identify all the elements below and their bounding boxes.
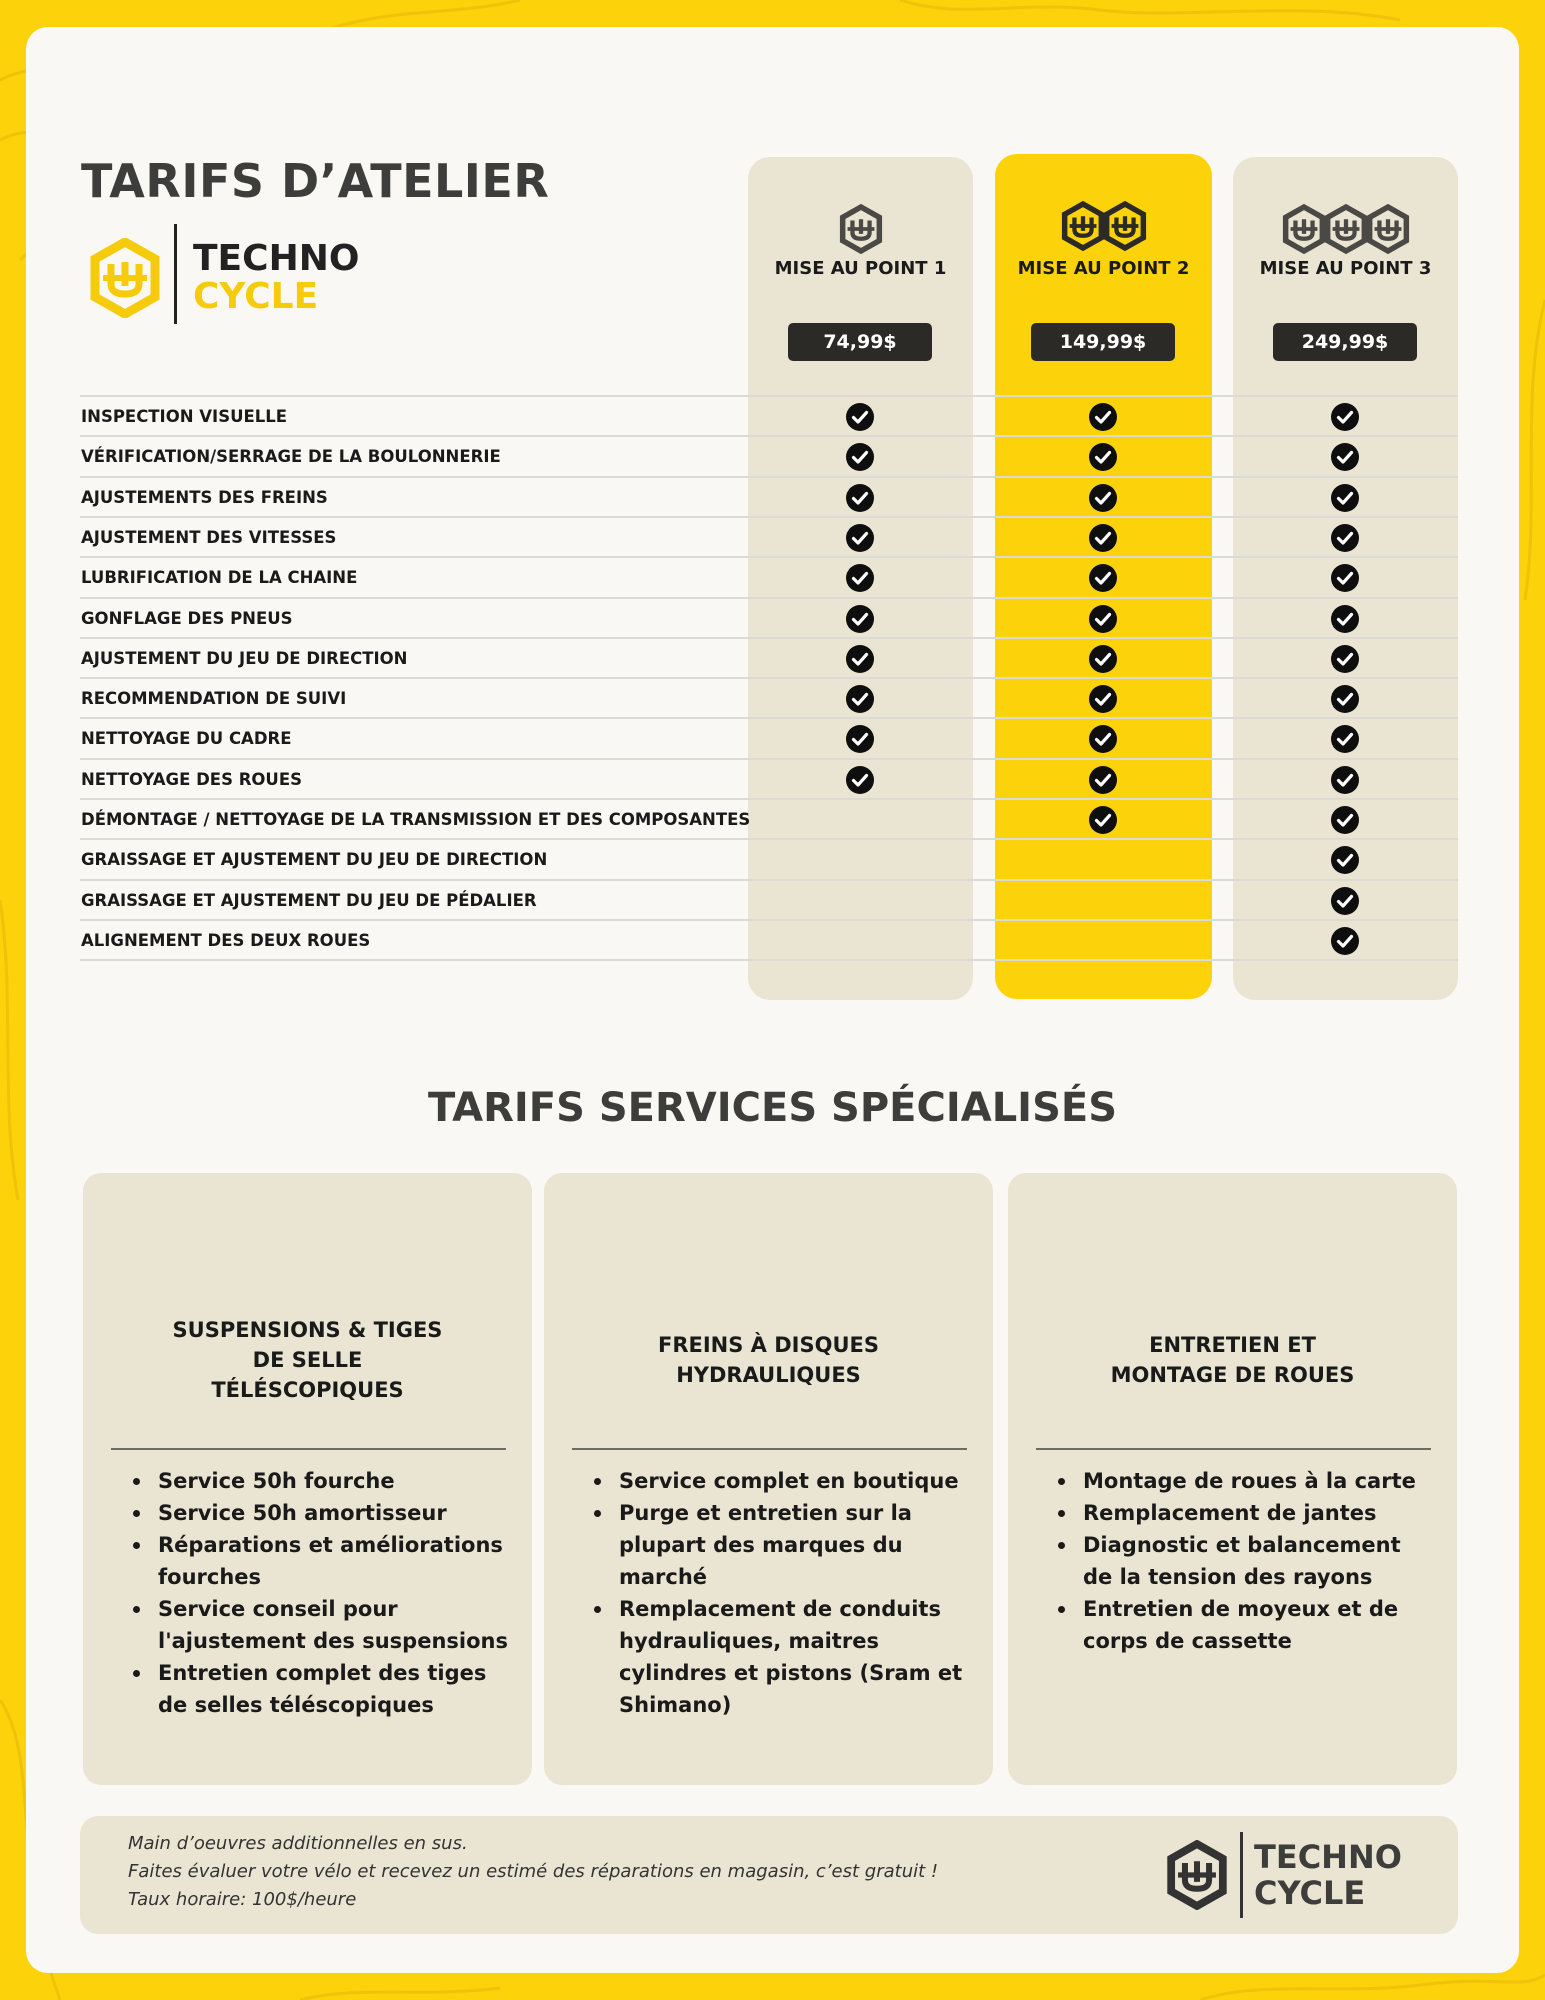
row-divider bbox=[80, 435, 1458, 437]
check-icon bbox=[1088, 805, 1118, 835]
check-icon bbox=[1088, 523, 1118, 553]
hex-logo-icon bbox=[1324, 204, 1368, 254]
service-list-item: Entretien complet des tiges de selles téléscopiques bbox=[133, 1657, 510, 1721]
tier-icons bbox=[995, 201, 1212, 253]
check-icon bbox=[845, 724, 875, 754]
check-icon bbox=[1088, 684, 1118, 714]
tier-icons bbox=[748, 204, 973, 256]
feature-label: LUBRIFICATION DE LA CHAINE bbox=[81, 568, 358, 588]
row-divider bbox=[80, 959, 1458, 961]
row-divider bbox=[80, 637, 1458, 639]
feature-label: DÉMONTAGE / NETTOYAGE DE LA TRANSMISSION ET DES COMPOSANTES bbox=[81, 810, 751, 829]
check-icon bbox=[845, 684, 875, 714]
service-list-item: Purge et entretien sur la plupart des marques du marché bbox=[594, 1497, 971, 1593]
check-icon bbox=[845, 604, 875, 634]
footer-note-labor: Main d’oeuvres additionnelles en sus. bbox=[128, 1833, 468, 1854]
check-icon bbox=[845, 765, 875, 795]
pricing-sheet-card bbox=[26, 27, 1519, 1973]
service-title-line: HYDRAULIQUES bbox=[676, 1363, 861, 1387]
hex-logo-icon bbox=[1282, 204, 1326, 254]
service-list-item: Service 50h fourche bbox=[133, 1465, 510, 1497]
row-divider bbox=[80, 879, 1458, 881]
service-title-line: DE SELLE bbox=[252, 1348, 363, 1372]
feature-label: NETTOYAGE DES ROUES bbox=[81, 769, 302, 789]
hex-logo-icon bbox=[839, 204, 883, 254]
service-title-line: ENTRETIEN ET bbox=[1149, 1333, 1316, 1357]
check-icon bbox=[1330, 845, 1360, 875]
check-icon bbox=[1330, 886, 1360, 916]
check-icon bbox=[1330, 926, 1360, 956]
feature-label: AJUSTEMENTS DES FREINS bbox=[81, 487, 328, 507]
check-icon bbox=[1330, 402, 1360, 432]
feature-label: VÉRIFICATION/SERRAGE DE LA BOULONNERIE bbox=[81, 447, 501, 467]
hex-logo-icon bbox=[89, 238, 161, 318]
feature-label: ALIGNEMENT DES DEUX ROUES bbox=[81, 930, 371, 950]
service-card-1 bbox=[83, 1173, 532, 1785]
logo-text-cycle: CYCLE bbox=[193, 276, 319, 317]
tier-price-badge: 74,99$ bbox=[788, 323, 932, 361]
row-divider bbox=[80, 556, 1458, 558]
footer-logo-text-techno: TECHNO bbox=[1254, 1838, 1402, 1876]
check-icon bbox=[1330, 805, 1360, 835]
tier-name: MISE AU POINT 3 bbox=[1259, 258, 1432, 279]
row-divider bbox=[80, 597, 1458, 599]
logo-text-techno: TECHNO bbox=[193, 238, 360, 279]
service-title-line: FREINS À DISQUES bbox=[658, 1333, 879, 1357]
check-icon bbox=[1088, 402, 1118, 432]
service-list-item: Remplacement de jantes bbox=[1058, 1497, 1435, 1529]
service-title-line: TÉLÉSCOPIQUES bbox=[211, 1378, 404, 1402]
check-icon bbox=[1330, 604, 1360, 634]
row-divider bbox=[80, 798, 1458, 800]
feature-label: INSPECTION VISUELLE bbox=[81, 407, 288, 426]
service-title bbox=[83, 1315, 532, 1405]
footer-logo-text-cycle: CYCLE bbox=[1254, 1874, 1366, 1912]
check-icon bbox=[845, 442, 875, 472]
service-title-line: MONTAGE DE ROUES bbox=[1110, 1363, 1355, 1387]
service-list bbox=[133, 1465, 510, 1721]
service-card-3 bbox=[1008, 1173, 1457, 1785]
service-title bbox=[1008, 1330, 1457, 1390]
row-divider bbox=[80, 758, 1458, 760]
service-list bbox=[594, 1465, 971, 1721]
feature-label: GRAISSAGE ET AJUSTEMENT DU JEU DE PÉDALIER bbox=[81, 890, 537, 910]
service-list-item: Entretien de moyeux et de corps de cassette bbox=[1058, 1593, 1435, 1657]
footer-logo bbox=[1166, 1832, 1426, 1918]
tier-price-badge: 249,99$ bbox=[1273, 323, 1417, 361]
check-icon bbox=[1330, 724, 1360, 754]
tier-name: MISE AU POINT 1 bbox=[774, 258, 947, 279]
check-icon bbox=[845, 644, 875, 674]
hex-logo-icon bbox=[1166, 1840, 1228, 1910]
row-divider bbox=[80, 395, 1458, 397]
feature-label: NETTOYAGE DU CADRE bbox=[81, 729, 292, 749]
row-divider bbox=[80, 919, 1458, 921]
feature-label: GRAISSAGE ET AJUSTEMENT DU JEU DE DIRECTION bbox=[81, 850, 548, 870]
service-list-item: Montage de roues à la carte bbox=[1058, 1465, 1435, 1497]
service-title bbox=[544, 1330, 993, 1390]
hex-logo-icon bbox=[1366, 204, 1410, 254]
feature-label: GONFLAGE DES PNEUS bbox=[81, 608, 293, 628]
row-divider bbox=[80, 516, 1458, 518]
service-list-item: Remplacement de conduits hydrauliques, maitres cylindres et pistons (Sram et Shimano) bbox=[594, 1593, 971, 1721]
check-icon bbox=[1088, 563, 1118, 593]
service-list bbox=[1058, 1465, 1435, 1657]
check-icon bbox=[1330, 442, 1360, 472]
check-icon bbox=[845, 523, 875, 553]
techno-cycle-logo bbox=[89, 224, 360, 328]
logo-divider bbox=[174, 224, 177, 324]
page-title: TARIFS D’ATELIER bbox=[81, 154, 550, 208]
row-divider bbox=[80, 717, 1458, 719]
check-icon bbox=[1330, 523, 1360, 553]
row-divider bbox=[80, 838, 1458, 840]
check-icon bbox=[845, 483, 875, 513]
check-icon bbox=[1330, 563, 1360, 593]
hex-logo-icon bbox=[1103, 201, 1147, 251]
service-divider bbox=[572, 1448, 967, 1450]
service-divider bbox=[111, 1448, 506, 1450]
service-title-line: SUSPENSIONS & TIGES bbox=[172, 1318, 443, 1342]
tier-price-badge: 149,99$ bbox=[1031, 323, 1175, 361]
service-list-item: Réparations et améliorations fourches bbox=[133, 1529, 510, 1593]
feature-label: AJUSTEMENT DU JEU DE DIRECTION bbox=[81, 648, 408, 668]
check-icon bbox=[1088, 442, 1118, 472]
feature-label: AJUSTEMENT DES VITESSES bbox=[81, 527, 337, 547]
check-icon bbox=[1330, 483, 1360, 513]
check-icon bbox=[1330, 644, 1360, 674]
check-icon bbox=[1088, 724, 1118, 754]
check-icon bbox=[1088, 765, 1118, 795]
feature-label: RECOMMENDATION DE SUIVI bbox=[81, 689, 347, 709]
row-divider bbox=[80, 677, 1458, 679]
footer-logo-divider bbox=[1240, 1832, 1243, 1918]
footer-notes bbox=[80, 1816, 1458, 1934]
check-icon bbox=[845, 563, 875, 593]
check-icon bbox=[1088, 644, 1118, 674]
footer-note-estimate: Faites évaluer votre vélo et recevez un estimé des réparations en magasin, c’est gratuit ! bbox=[128, 1861, 939, 1882]
check-icon bbox=[1330, 684, 1360, 714]
service-list-item: Service conseil pour l'ajustement des suspensions bbox=[133, 1593, 510, 1657]
service-list-item: Service 50h amortisseur bbox=[133, 1497, 510, 1529]
check-icon bbox=[1088, 604, 1118, 634]
service-list-item: Service complet en boutique bbox=[594, 1465, 971, 1497]
service-card-2 bbox=[544, 1173, 993, 1785]
specialized-section-title: TARIFS SERVICES SPÉCIALISÉS bbox=[427, 1085, 1118, 1131]
tier-name: MISE AU POINT 2 bbox=[1017, 258, 1190, 279]
service-divider bbox=[1036, 1448, 1431, 1450]
footer-note-hourly-rate: Taux horaire: 100$/heure bbox=[128, 1889, 357, 1910]
check-icon bbox=[1088, 483, 1118, 513]
check-icon bbox=[845, 402, 875, 432]
hex-logo-icon bbox=[1061, 201, 1105, 251]
service-list-item: Diagnostic et balancement de la tension des rayons bbox=[1058, 1529, 1435, 1593]
check-icon bbox=[1330, 765, 1360, 795]
tier-icons bbox=[1233, 204, 1458, 256]
row-divider bbox=[80, 476, 1458, 478]
